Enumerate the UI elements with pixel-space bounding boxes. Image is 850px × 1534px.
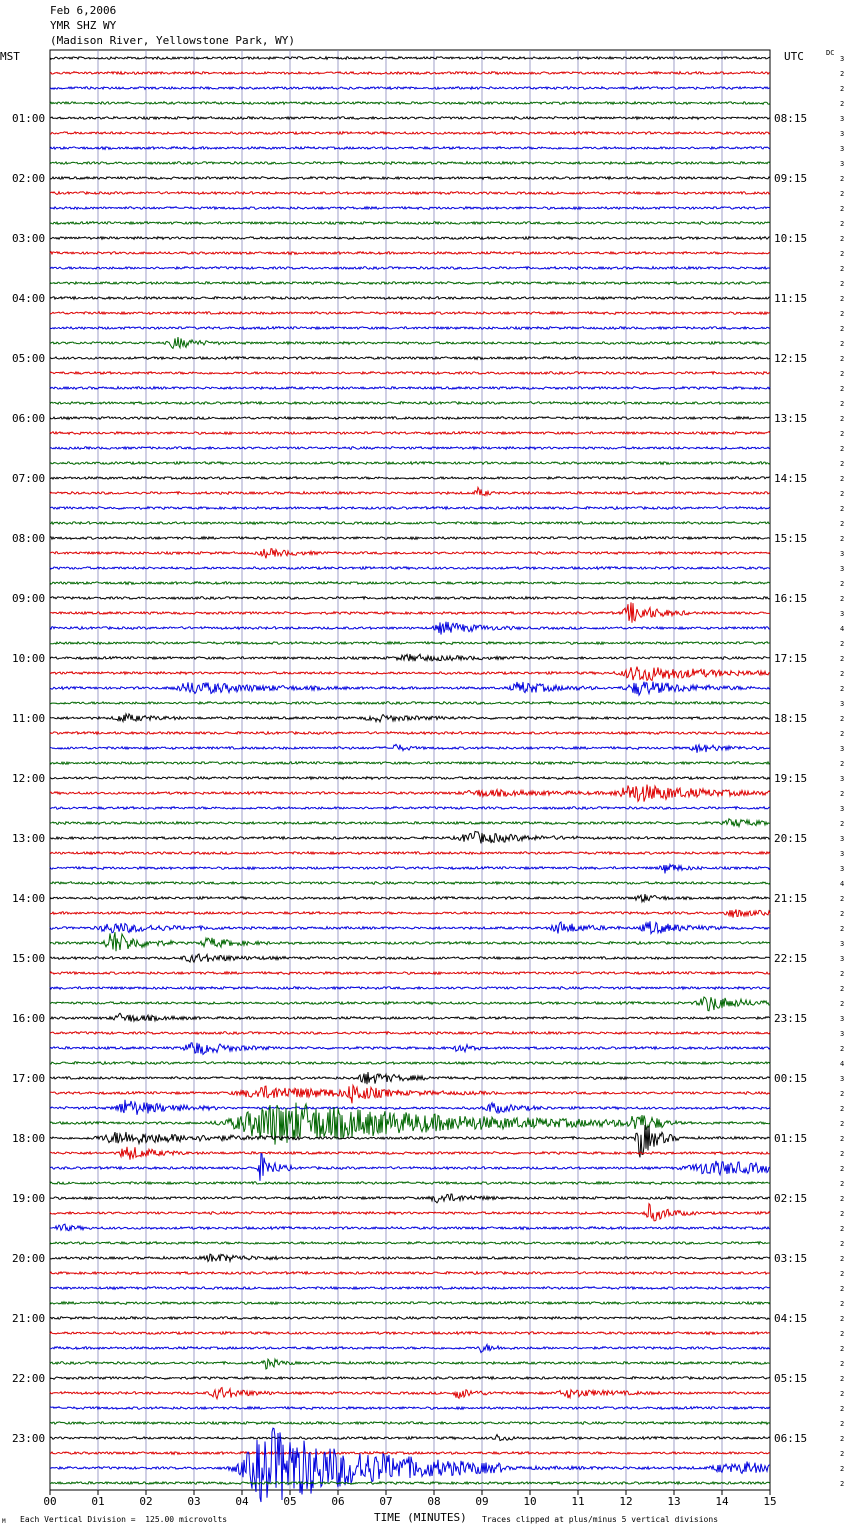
left-hour-label: 02:00 (12, 172, 46, 185)
dc-value: 2 (840, 415, 845, 423)
seismic-trace (50, 954, 770, 962)
seismic-trace (50, 327, 770, 330)
seismic-trace (50, 402, 770, 405)
dc-value: 3 (840, 610, 845, 618)
seismic-trace (50, 282, 770, 285)
dc-value: 4 (840, 1060, 845, 1068)
seismic-trace (50, 582, 770, 585)
left-hour-label: 21:00 (12, 1312, 46, 1325)
dc-value: 2 (840, 640, 845, 648)
left-hour-label: 07:00 (12, 472, 46, 485)
dc-value: 2 (840, 385, 845, 393)
dc-value: 2 (840, 1390, 845, 1398)
dc-value: 2 (840, 445, 845, 453)
seismic-trace (50, 1204, 770, 1221)
right-hour-label: 16:15 (774, 592, 808, 605)
dc-value: 4 (840, 625, 845, 633)
dc-value: 2 (840, 505, 845, 513)
left-hour-label: 15:00 (12, 952, 46, 965)
dc-value: 2 (840, 85, 845, 93)
seismic-trace (50, 702, 770, 705)
dc-value: 2 (840, 1225, 845, 1233)
seismic-trace (50, 852, 770, 855)
seismic-trace (50, 1452, 770, 1455)
seismic-trace (50, 1013, 770, 1021)
seismic-trace (50, 987, 770, 990)
dc-value: 2 (840, 985, 845, 993)
dc-value: 2 (840, 520, 845, 528)
dc-value: 2 (840, 595, 845, 603)
dc-value: 2 (840, 1480, 845, 1488)
dc-value: 2 (840, 1465, 845, 1473)
seismic-trace (50, 894, 770, 902)
dc-value: 2 (840, 460, 845, 468)
x-tick-label: 07 (379, 1495, 393, 1508)
seismic-trace (50, 1332, 770, 1335)
seismic-trace (50, 777, 770, 780)
seismic-trace (50, 1359, 770, 1369)
seismic-trace (50, 714, 770, 722)
seismic-trace (50, 222, 770, 225)
seismic-trace (50, 372, 770, 375)
dc-value: 2 (840, 1180, 845, 1188)
right-timezone-label: UTC (784, 50, 804, 63)
x-tick-label: 10 (523, 1495, 537, 1508)
seismic-trace (50, 102, 770, 105)
seismic-trace (50, 1100, 770, 1115)
right-hour-label: 21:15 (774, 892, 808, 905)
seismic-trace (50, 487, 770, 495)
dc-value: 3 (840, 700, 845, 708)
right-hour-label: 04:15 (774, 1312, 808, 1325)
dc-value: 3 (840, 850, 845, 858)
left-hour-label: 06:00 (12, 412, 46, 425)
left-hour-label: 16:00 (12, 1012, 46, 1025)
dc-value: 2 (840, 1105, 845, 1113)
dc-value: 3 (840, 1075, 845, 1083)
dc-value: 2 (840, 730, 845, 738)
seismic-trace (50, 522, 770, 525)
dc-value: 2 (840, 1300, 845, 1308)
x-tick-label: 11 (571, 1495, 585, 1508)
seismic-trace (50, 1043, 770, 1055)
dc-value: 2 (840, 1405, 845, 1413)
dc-value: 2 (840, 1375, 845, 1383)
seismic-trace (50, 667, 770, 681)
seismic-trace (50, 162, 770, 165)
plot-frame (50, 50, 770, 1490)
right-hour-label: 15:15 (774, 532, 808, 545)
x-tick-label: 00 (43, 1495, 57, 1508)
dc-value: 2 (840, 895, 845, 903)
seismic-trace (50, 207, 770, 210)
dc-value: 3 (840, 565, 845, 573)
dc-value: 2 (840, 340, 845, 348)
x-axis-title: TIME (MINUTES) (374, 1511, 467, 1524)
left-hour-label: 13:00 (12, 832, 46, 845)
dc-value: 3 (840, 55, 845, 63)
right-hour-label: 19:15 (774, 772, 808, 785)
dc-value: 2 (840, 1345, 845, 1353)
dc-value: 3 (840, 955, 845, 963)
seismic-trace (50, 1317, 770, 1320)
dc-value: 2 (840, 400, 845, 408)
dc-value: 2 (840, 1120, 845, 1128)
seismic-trace (50, 785, 770, 802)
left-hour-label: 05:00 (12, 352, 46, 365)
left-hour-label: 14:00 (12, 892, 46, 905)
dc-value: 2 (840, 190, 845, 198)
seismic-trace (50, 417, 770, 420)
seismic-trace (50, 1407, 770, 1410)
seismic-trace (50, 387, 770, 390)
scale-note: Each Vertical Division = 125.00 microvolts (20, 1515, 228, 1524)
dc-value: 2 (840, 175, 845, 183)
seismic-trace (50, 537, 770, 540)
clip-note: Traces clipped at plus/minus 5 vertical divisions (482, 1515, 719, 1524)
seismic-trace (50, 642, 770, 645)
x-tick-label: 08 (427, 1495, 441, 1508)
seismic-trace (50, 117, 770, 120)
x-tick-label: 05 (283, 1495, 297, 1508)
dc-value: 2 (840, 1360, 845, 1368)
seismic-trace (50, 1032, 770, 1035)
seismic-trace (50, 1147, 770, 1160)
dc-value: 3 (840, 1030, 845, 1038)
dc-value: 3 (840, 835, 845, 843)
seismic-trace (50, 732, 770, 735)
dc-value: 2 (840, 325, 845, 333)
seismic-trace (50, 57, 770, 60)
x-tick-label: 13 (667, 1495, 681, 1508)
seismic-trace (50, 1224, 770, 1231)
right-hour-label: 00:15 (774, 1072, 808, 1085)
seismic-trace (50, 1388, 770, 1399)
seismic-trace (50, 682, 770, 696)
seismic-trace (50, 297, 770, 300)
seismic-trace (50, 1345, 770, 1353)
right-hour-label: 20:15 (774, 832, 808, 845)
seismic-trace (50, 1254, 770, 1262)
x-tick-label: 02 (139, 1495, 153, 1508)
seismic-trace (50, 762, 770, 765)
x-tick-label: 15 (763, 1495, 777, 1508)
seismic-trace (50, 1482, 770, 1485)
seismic-trace (50, 1377, 770, 1380)
dc-value: 2 (840, 280, 845, 288)
dc-value: 2 (840, 250, 845, 258)
seismic-trace (50, 337, 770, 348)
dc-label: DC (826, 49, 835, 57)
dc-value: 3 (840, 160, 845, 168)
left-timezone-label: MST (0, 50, 20, 63)
seismic-trace (50, 622, 770, 635)
right-hour-label: 08:15 (774, 112, 808, 125)
seismic-trace (50, 1182, 770, 1185)
x-tick-label: 01 (91, 1495, 105, 1508)
right-hour-label: 03:15 (774, 1252, 808, 1265)
seismic-trace (50, 507, 770, 510)
dc-value: 2 (840, 265, 845, 273)
dc-value: 2 (840, 370, 845, 378)
dc-value: 2 (840, 535, 845, 543)
seismic-trace (50, 1272, 770, 1275)
seismic-trace (50, 1154, 770, 1181)
left-hour-label: 09:00 (12, 592, 46, 605)
seismic-trace (50, 192, 770, 195)
dc-value: 2 (840, 655, 845, 663)
x-tick-label: 03 (187, 1495, 201, 1508)
seismic-trace (50, 147, 770, 150)
seismic-trace (50, 132, 770, 135)
seismic-trace (50, 865, 770, 874)
dc-value: 2 (840, 1435, 845, 1443)
dc-value: 2 (840, 475, 845, 483)
left-hour-label: 18:00 (12, 1132, 46, 1145)
dc-value: 2 (840, 1330, 845, 1338)
seismic-trace (50, 237, 770, 240)
dc-value: 2 (840, 670, 845, 678)
dc-value: 2 (840, 295, 845, 303)
dc-value: 2 (840, 355, 845, 363)
seismic-trace (50, 357, 770, 360)
seismic-trace (50, 252, 770, 255)
dc-value: 2 (840, 100, 845, 108)
seismic-trace (50, 1302, 770, 1305)
seismic-trace (50, 447, 770, 450)
dc-value: 2 (840, 820, 845, 828)
right-hour-label: 11:15 (774, 292, 808, 305)
dc-value: 2 (840, 790, 845, 798)
left-hour-label: 23:00 (12, 1432, 46, 1445)
dc-value: 3 (840, 550, 845, 558)
left-hour-label: 22:00 (12, 1372, 46, 1385)
seismic-trace (50, 1194, 770, 1203)
dc-value: 3 (840, 130, 845, 138)
dc-value: 2 (840, 760, 845, 768)
seismic-trace (50, 72, 770, 75)
seismic-trace (50, 597, 770, 600)
dc-value: 2 (840, 235, 845, 243)
dc-value: 2 (840, 205, 845, 213)
x-tick-label: 06 (331, 1495, 345, 1508)
seismic-trace (50, 567, 770, 570)
dc-value: 2 (840, 1000, 845, 1008)
left-hour-label: 19:00 (12, 1192, 46, 1205)
dc-value: 2 (840, 1285, 845, 1293)
left-hour-label: 10:00 (12, 652, 46, 665)
dc-value: 2 (840, 685, 845, 693)
seismic-trace (50, 1085, 770, 1103)
dc-value: 2 (840, 1165, 845, 1173)
left-hour-label: 12:00 (12, 772, 46, 785)
dc-value: 2 (840, 580, 845, 588)
seismic-trace (50, 1287, 770, 1290)
seismic-trace (50, 972, 770, 975)
seismic-trace (50, 932, 770, 951)
left-hour-label: 17:00 (12, 1072, 46, 1085)
seismic-trace (50, 1062, 770, 1065)
dc-value: 2 (840, 220, 845, 228)
dc-value: 3 (840, 940, 845, 948)
dc-value: 2 (840, 490, 845, 498)
right-hour-label: 06:15 (774, 1432, 808, 1445)
dc-value: 3 (840, 805, 845, 813)
right-hour-label: 13:15 (774, 412, 808, 425)
dc-value: 2 (840, 910, 845, 918)
seismic-trace (50, 1242, 770, 1245)
dc-value: 3 (840, 115, 845, 123)
dc-value: 2 (840, 1150, 845, 1158)
seismic-trace (50, 921, 770, 933)
x-tick-label: 04 (235, 1495, 249, 1508)
dc-value: 3 (840, 865, 845, 873)
seismic-trace (50, 549, 770, 559)
x-tick-label: 09 (475, 1495, 489, 1508)
seismic-trace (50, 807, 770, 810)
seismic-trace (50, 819, 770, 827)
seismic-trace (50, 267, 770, 270)
seismic-trace (50, 602, 770, 622)
seismic-trace (50, 87, 770, 90)
dc-value: 2 (840, 1135, 845, 1143)
right-hour-label: 01:15 (774, 1132, 808, 1145)
dc-value: 2 (840, 70, 845, 78)
dc-value: 4 (840, 880, 845, 888)
seismic-trace (50, 312, 770, 315)
seismic-trace (50, 654, 770, 661)
seismic-trace (50, 909, 770, 917)
dc-value: 2 (840, 1210, 845, 1218)
x-tick-label: 14 (715, 1495, 729, 1508)
seismic-trace (50, 997, 770, 1011)
right-hour-label: 12:15 (774, 352, 808, 365)
seismic-trace (50, 1435, 770, 1441)
dc-value: 2 (840, 1045, 845, 1053)
dc-value: 2 (840, 970, 845, 978)
seismic-trace (50, 882, 770, 885)
dc-value: 3 (840, 775, 845, 783)
dc-value: 2 (840, 310, 845, 318)
left-hour-label: 20:00 (12, 1252, 46, 1265)
x-tick-label: 12 (619, 1495, 633, 1508)
seismic-trace (50, 1072, 770, 1084)
right-hour-label: 09:15 (774, 172, 808, 185)
right-hour-label: 23:15 (774, 1012, 808, 1025)
seismic-trace (50, 462, 770, 465)
seismic-trace (50, 831, 770, 843)
seismic-trace (50, 432, 770, 435)
left-hour-label: 03:00 (12, 232, 46, 245)
dc-value: 3 (840, 145, 845, 153)
left-hour-label: 11:00 (12, 712, 46, 725)
seismic-trace (50, 477, 770, 480)
right-hour-label: 05:15 (774, 1372, 808, 1385)
left-hour-label: 01:00 (12, 112, 46, 125)
dc-value: 2 (840, 430, 845, 438)
dc-value: 2 (840, 1255, 845, 1263)
dc-value: 3 (840, 1015, 845, 1023)
dc-value: 2 (840, 715, 845, 723)
left-hour-label: 08:00 (12, 532, 46, 545)
corner-mark: M (2, 1518, 6, 1525)
dc-value: 2 (840, 1420, 845, 1428)
left-hour-label: 04:00 (12, 292, 46, 305)
right-hour-label: 18:15 (774, 712, 808, 725)
right-hour-label: 22:15 (774, 952, 808, 965)
right-hour-label: 14:15 (774, 472, 808, 485)
right-hour-label: 10:15 (774, 232, 808, 245)
dc-value: 2 (840, 925, 845, 933)
dc-value: 2 (840, 1090, 845, 1098)
dc-value: 2 (840, 1195, 845, 1203)
chart-location: (Madison River, Yellowstone Park, WY) (50, 34, 296, 47)
dc-value: 2 (840, 1450, 845, 1458)
seismic-trace (50, 744, 770, 752)
dc-value: 3 (840, 745, 845, 753)
dc-value: 2 (840, 1270, 845, 1278)
right-hour-label: 02:15 (774, 1192, 808, 1205)
chart-date: Feb 6,2006 (50, 4, 117, 17)
seismic-trace (50, 177, 770, 180)
seismic-trace (50, 1422, 770, 1425)
chart-station: YMR SHZ WY (50, 19, 117, 32)
dc-value: 2 (840, 1240, 845, 1248)
dc-value: 2 (840, 1315, 845, 1323)
right-hour-label: 17:15 (774, 652, 808, 665)
